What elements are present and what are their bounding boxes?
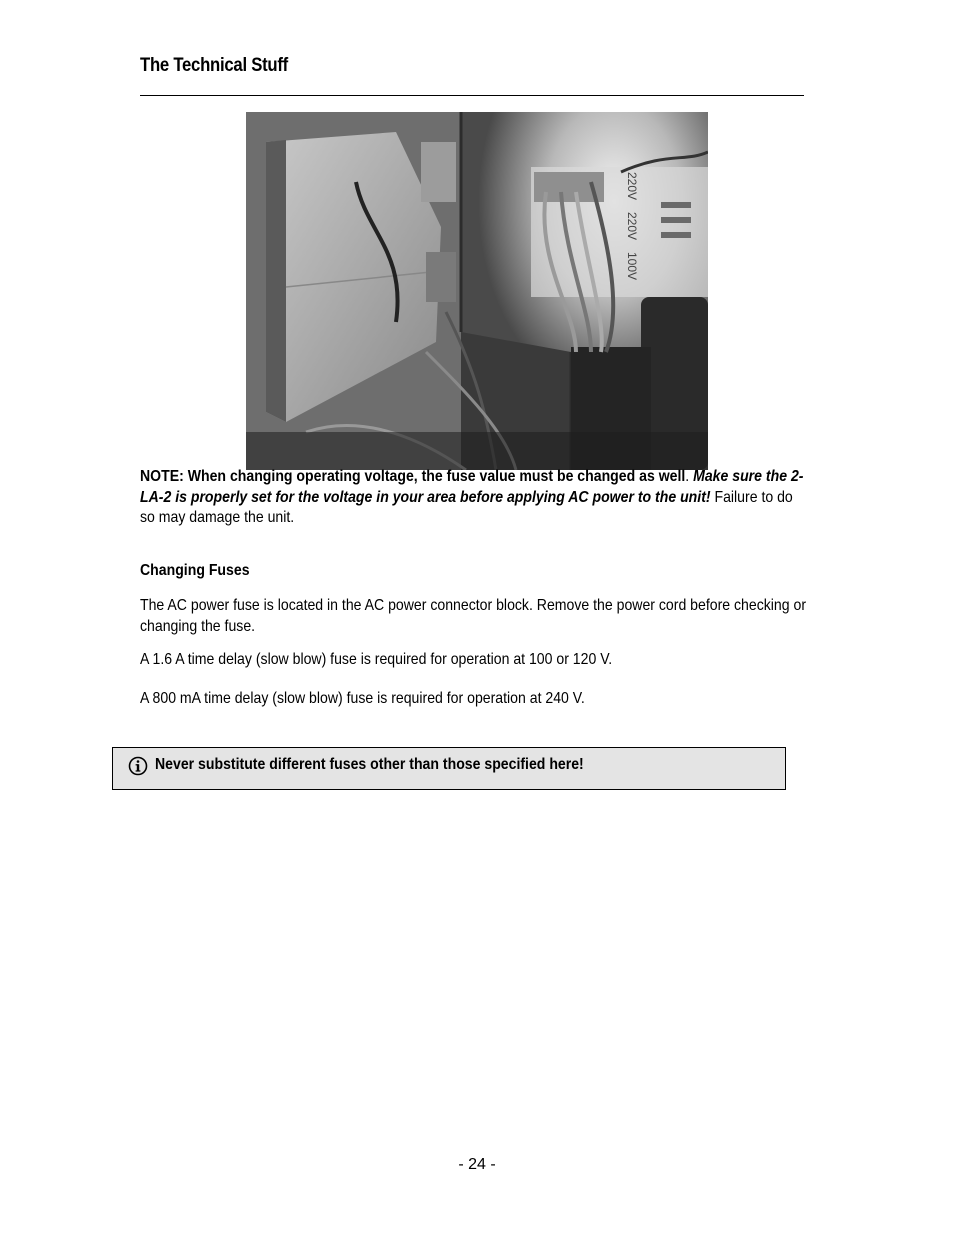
note-plain-text: Failure to do so may damage the unit. [140,488,793,526]
changing-fuses-heading: Changing Fuses [140,562,250,579]
voltage-note [140,467,809,529]
warning-box [112,747,786,790]
info-icon [128,756,148,776]
fuse-240v-paragraph: A 800 mA time delay (slow blow) fuse is required for operation at 240 V. [140,690,585,707]
voltage-label-2: 220V [625,212,639,241]
note-period: . [685,468,694,485]
fuse-location-paragraph: The AC power fuse is located in the AC power connector block. Remove the power cord before checking or changing the fuse. [140,597,807,635]
warning-text: Never substitute different fuses other than those specified here! [155,756,584,773]
header-rule [140,95,804,96]
note-bold-text: NOTE: When changing operating voltage, the fuse value must be changed as well [140,468,686,485]
note-italic-warning: Make sure the 2-LA-2 is properly set for the voltage in your area before applying AC power to the unit! [140,468,804,506]
page-number: - 24 - [458,1156,496,1173]
fuse-120v-paragraph: A 1.6 A time delay (slow blow) fuse is required for operation at 100 or 120 V. [140,651,613,668]
chassis-interior-photo [246,112,708,470]
section-title: The Technical Stuff [140,55,288,76]
voltage-label-1: 220V [625,172,639,201]
voltage-label-3: 100V [625,252,639,281]
